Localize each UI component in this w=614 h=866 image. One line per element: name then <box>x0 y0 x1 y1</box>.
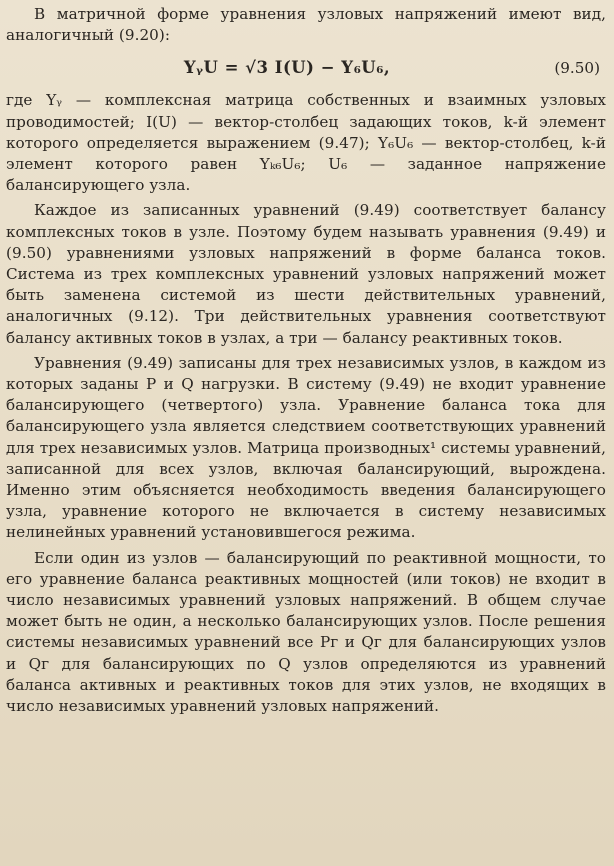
body-paragraph-1: Каждое из записанных уравнений (9.49) соответствует балансу комплексных токов в узле. Поэтому будем называть уравнения (9.49) и (9.50) уравнениями узловых напряжений в форме баланса токов. Система из трех комплексных уравнений узловых напряжений может быть заменена системой из шести действительных уравнений, аналогичных (9.12). Три действительных уравнения соответствуют балансу активных токов в узлах, а три — балансу реактивных токов. <box>6 201 606 347</box>
equation-number: (9.50) <box>554 59 600 78</box>
equation-9-50 <box>6 46 606 90</box>
body-paragraph-3: Если один из узлов — балансирующий по реактивной мощности, то его уравнение баланса реактивных мощностей (или токов) не входит в число независимых уравнений узловых напряжений. В общем случае может быть не один, а несколько балансирующих узлов. После решения системы независимых уравнений все Pг и Qг для балансирующих узлов и Qг для балансирующих по Q узлов определяются из уравнений баланса активных и реактивных токов для этих узлов, не входящих в число независимых уравнений узловых напряжений. <box>6 548 606 716</box>
body-paragraph-2: Уравнения (9.49) записаны для трех независимых узлов, в каждом из которых заданы P и Q нагрузки. В систему (9.49) не входит уравнение балансирующего (четвертого) узла. Уравнение баланса тока для балансирующего узла является следствием соответствующих уравнений для трех независимых узлов. Матрица производных¹ системы уравнений, записанной для всех узлов, включая балансирующий, вырождена. Именно этим объясняется необходимость введения балансирующего узла, уравнение которого не включается в систему независимых нелинейных уравнений установившегося режима. <box>6 353 606 542</box>
intro-paragraph: В матричной форме уравнения узловых напряжений имеют вид, аналогичный (9.20): <box>6 5 606 45</box>
equation-body: YᵧU = √3 I(U) − Y₆U₆, <box>183 58 391 78</box>
definitions-paragraph: где Yᵧ — комплексная матрица собственных и взаимных узловых проводимостей; I(U) — вектор-столбец задающих токов, k-й элемент которого определяется выражением (9.47); Y₆U₆ — вектор-столбец, k-й элемент которого равен Yₖ₆U₆; U₆ — заданное напряжение балансирующего узла. <box>6 91 606 195</box>
